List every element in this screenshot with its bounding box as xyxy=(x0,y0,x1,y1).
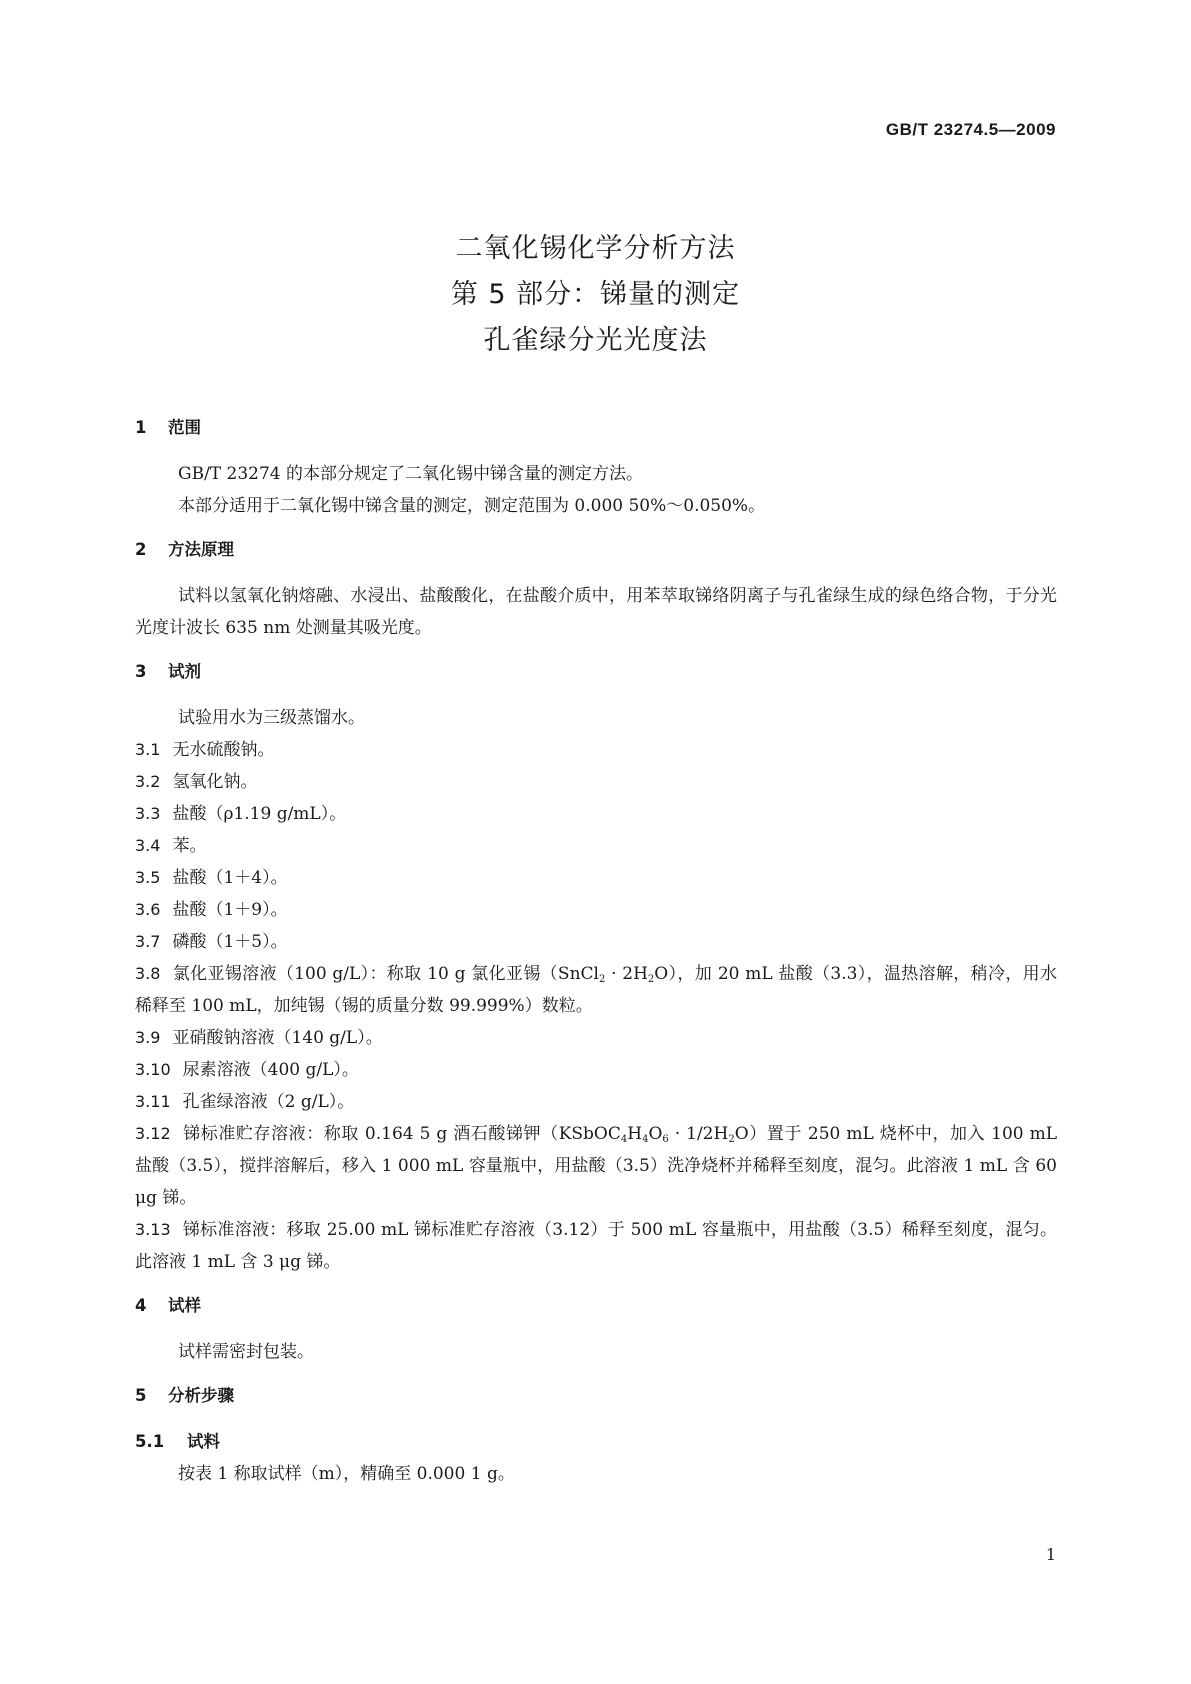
list-item xyxy=(135,1118,1057,1214)
list-item xyxy=(135,766,1057,798)
list-item xyxy=(135,1022,1057,1054)
item-text: 盐酸（1＋4）。 xyxy=(172,868,288,888)
item-number: 3.3 xyxy=(135,804,161,823)
item-text: 氯化亚锡溶液（100 g/L）：称取 10 g 氯化亚锡（SnCl xyxy=(172,964,599,984)
paragraph: GB/T 23274 的本部分规定了二氧化锡中锑含量的测定方法。 xyxy=(178,464,644,484)
item-number: 3.11 xyxy=(135,1092,171,1111)
document-title xyxy=(0,226,1191,364)
list-item xyxy=(135,1054,1057,1086)
item-text: 氢氧化钠。 xyxy=(172,772,258,792)
item-number: 3.4 xyxy=(135,836,161,855)
list-item xyxy=(135,958,1057,1022)
item-number: 3.13 xyxy=(135,1220,171,1239)
list-item xyxy=(135,894,1057,926)
section-number: 2 xyxy=(135,540,147,559)
paragraph: 按表 1 称取试样（m），精确至 0.000 1 g。 xyxy=(178,1464,515,1484)
item-text: 锑标准溶液：移取 25.00 mL 锑标准贮存溶液（3.12）于 500 mL 容量瓶中，用盐酸（3.5）稀释至刻度，混匀。此溶液 1 mL 含 3 μg 锑。 xyxy=(135,1220,1057,1272)
item-text: 盐酸（1＋9）。 xyxy=(172,900,288,920)
subsection-number: 5.1 xyxy=(135,1432,165,1451)
item-text: O xyxy=(648,1124,663,1144)
subscript: 2 xyxy=(647,974,655,985)
section-number: 1 xyxy=(135,418,147,437)
section-heading-procedure xyxy=(135,1380,1057,1412)
item-text: O）置于 250 mL 烧杯中，加入 100 mL 盐酸（3.5），搅拌溶解后，移入 1 000 mL 容量瓶中，用盐酸（3.5）洗净烧杯并稀释至刻度，混匀。此溶液 1 mL 含 60 μg 锑。 xyxy=(135,1124,1058,1208)
subsection-title: 试料 xyxy=(187,1432,220,1451)
item-text: 亚硝酸钠溶液（140 g/L）。 xyxy=(172,1028,383,1048)
title-line-2: 第 5 部分：锑量的测定 xyxy=(450,279,741,310)
list-item xyxy=(135,926,1057,958)
item-text: 苯。 xyxy=(172,836,207,856)
item-number: 3.7 xyxy=(135,932,161,951)
section-heading-scope xyxy=(135,412,1057,444)
list-item xyxy=(135,1086,1057,1118)
item-text: 无水硫酸钠。 xyxy=(172,740,275,760)
section-title: 范围 xyxy=(168,418,201,437)
page-number: 1 xyxy=(1045,1545,1056,1564)
item-number: 3.2 xyxy=(135,772,161,791)
subscript: 2 xyxy=(728,1134,735,1145)
section-heading-reagents xyxy=(135,656,1057,688)
subscript: 4 xyxy=(620,1134,628,1145)
item-number: 3.12 xyxy=(135,1124,171,1143)
item-text: · 2H xyxy=(605,964,648,984)
section-number: 3 xyxy=(135,662,147,681)
item-text: 尿素溶液（400 g/L）。 xyxy=(182,1060,359,1080)
item-number: 3.1 xyxy=(135,740,161,759)
item-number: 3.9 xyxy=(135,1028,161,1047)
standard-code: GB/T 23274.5—2009 xyxy=(885,120,1056,139)
subscript: 6 xyxy=(662,1134,669,1145)
paragraph: 试验用水为三级蒸馏水。 xyxy=(178,708,365,728)
item-number: 3.8 xyxy=(135,964,161,983)
subsection-heading-test-portion xyxy=(135,1426,1057,1458)
item-text: O），加 20 mL 盐酸（3.3），温热溶解，稍冷，用水稀释至 100 mL，加纯锡（锡的质量分数 99.999%）数粒。 xyxy=(135,964,1058,1016)
section-title: 分析步骤 xyxy=(168,1386,234,1405)
item-number: 3.6 xyxy=(135,900,161,919)
title-line-1: 二氧化锡化学分析方法 xyxy=(455,233,736,264)
list-item xyxy=(135,830,1057,862)
item-number: 3.10 xyxy=(135,1060,171,1079)
section-heading-sample xyxy=(135,1290,1057,1322)
item-text: 孔雀绿溶液（2 g/L）。 xyxy=(182,1092,355,1112)
section-title: 试样 xyxy=(168,1296,201,1315)
section-title: 试剂 xyxy=(168,662,201,681)
paragraph: 试料以氢氧化钠熔融、水浸出、盐酸酸化，在盐酸介质中，用苯萃取锑络阴离子与孔雀绿生成的绿色络合物，于分光光度计波长 635 nm 处测量其吸光度。 xyxy=(135,586,1057,638)
document-body xyxy=(135,412,1057,1490)
section-number: 4 xyxy=(135,1296,147,1315)
paragraph: 试样需密封包装。 xyxy=(178,1342,314,1362)
list-item xyxy=(135,862,1057,894)
list-item xyxy=(135,734,1057,766)
section-heading-principle xyxy=(135,534,1057,566)
paragraph: 本部分适用于二氧化锡中锑含量的测定，测定范围为 0.000 50%～0.050%。 xyxy=(178,496,766,516)
item-text: 磷酸（1＋5）。 xyxy=(172,932,288,952)
section-number: 5 xyxy=(135,1386,147,1405)
subscript: 2 xyxy=(598,974,606,985)
item-text: 锑标准贮存溶液：称取 0.164 5 g 酒石酸锑钾（KSbOC xyxy=(182,1124,621,1144)
title-line-3: 孔雀绿分光光度法 xyxy=(483,325,708,356)
list-item xyxy=(135,1214,1057,1278)
item-number: 3.5 xyxy=(135,868,161,887)
item-text: H xyxy=(627,1124,643,1144)
list-item xyxy=(135,798,1057,830)
subscript: 4 xyxy=(642,1134,649,1145)
item-text: 盐酸（ρ1.19 g/mL）。 xyxy=(172,804,347,824)
item-text: · 1/2H xyxy=(668,1124,729,1144)
section-title: 方法原理 xyxy=(168,540,234,559)
